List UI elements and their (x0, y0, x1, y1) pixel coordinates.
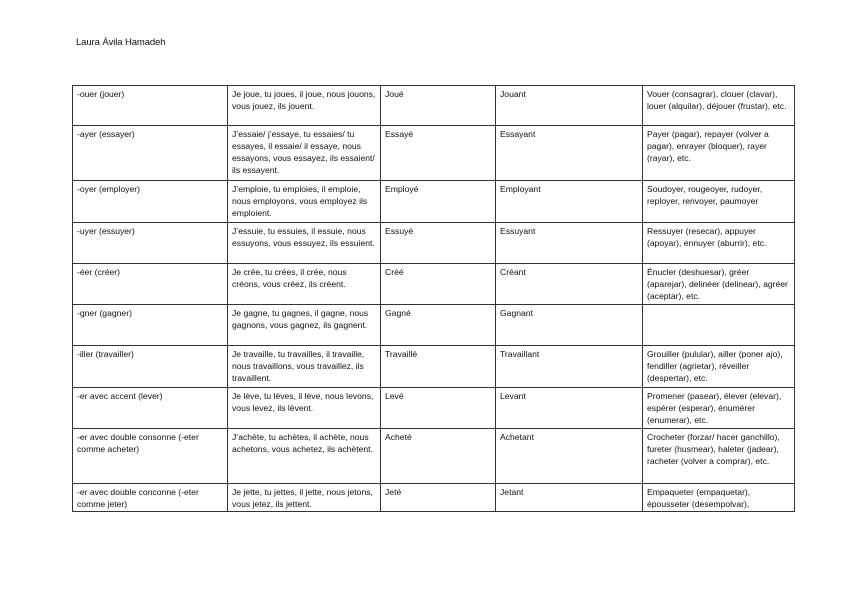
verb-type-cell: -éer (créer) (73, 264, 228, 305)
table-row (73, 223, 795, 264)
present-participle-cell: Essuyant (496, 223, 643, 264)
past-participle-cell: Essayé (381, 126, 496, 181)
conjugation-cell: J’essaie/ j’essaye, tu essaies/ tu essayes, il essaie/ il essaye, nous essayons, vous essayez, ils essaient/ ils essayent. (228, 126, 381, 181)
table-row (73, 346, 795, 388)
verb-type-cell: -er avec accent (lever) (73, 388, 228, 429)
present-participle-cell: Jetant (496, 484, 643, 512)
author-name: Laura Ávila Hamadeh (76, 37, 166, 48)
examples-cell: Énucler (deshuesar), gréer (aparejar), delinéer (delinear), agréer (aceptar), etc. (643, 264, 795, 305)
past-participle-cell: Jeté (381, 484, 496, 512)
conjugation-cell: Je travaille, tu travailles, il travaille, nous travaillons, vous travaillez, ils travaillent. (228, 346, 381, 388)
verb-type-cell: -uyer (essuyer) (73, 223, 228, 264)
table-row (73, 86, 795, 126)
verb-type-cell: -iller (travailler) (73, 346, 228, 388)
table-row (73, 264, 795, 305)
conjugation-cell: J’achète, tu achètes, il achète, nous achetons, vous achetez, ils achètent. (228, 429, 381, 484)
past-participle-cell: Levé (381, 388, 496, 429)
conjugation-cell: Je gagne, tu gagnes, il gagne, nous gagnons, vous gagnez, ils gagnent. (228, 305, 381, 346)
examples-cell: Promener (pasear), élever (elevar), espérer (esperar), énumérer (enumerar), etc. (643, 388, 795, 429)
past-participle-cell: Employé (381, 181, 496, 223)
conjugation-cell: Je jette, tu jettes, il jette, nous jetons, vous jetez, ils jettent. (228, 484, 381, 512)
present-participle-cell: Gagnant (496, 305, 643, 346)
examples-cell: Payer (pagar), repayer (volver a pagar), enrayer (bloquer), rayer (rayar), etc. (643, 126, 795, 181)
verb-type-cell: -gner (gagner) (73, 305, 228, 346)
table-row (73, 429, 795, 484)
past-participle-cell: Joué (381, 86, 496, 126)
table-row (73, 181, 795, 223)
conjugation-cell: Je joue, tu joues, il joue, nous jouons, vous jouez, ils jouent. (228, 86, 381, 126)
present-participle-cell: Travaillant (496, 346, 643, 388)
table-row (73, 388, 795, 429)
table-row (73, 305, 795, 346)
present-participle-cell: Jouant (496, 86, 643, 126)
conjugation-cell: Je crée, tu crées, il crée, nous créons, vous créez, ils créent. (228, 264, 381, 305)
examples-cell: Soudoyer, rougeoyer, rudoyer, reployer, renvoyer, paumoyer (643, 181, 795, 223)
verb-type-cell: -ouer (jouer) (73, 86, 228, 126)
past-participle-cell: Acheté (381, 429, 496, 484)
present-participle-cell: Levant (496, 388, 643, 429)
conjugation-cell: J’emploie, tu emploies, il emploie, nous employons, vous employez ils emploient. (228, 181, 381, 223)
table-row (73, 126, 795, 181)
past-participle-cell: Travaillé (381, 346, 496, 388)
conjugation-cell: Je lève, tu lèves, il lève, nous levons, vous levez, ils lèvent. (228, 388, 381, 429)
examples-cell: Crocheter (forzar/ hacer ganchillo), fureter (husmear), haleter (jadear), racheter (volver a comprar), etc. (643, 429, 795, 484)
examples-cell: Grouiller (pulular), ailler (poner ajo), fendiller (agrietar), réveiller (despertar), etc. (643, 346, 795, 388)
past-participle-cell: Créé (381, 264, 496, 305)
verb-type-cell: -er avec double conconne (-eter comme jeter) (73, 484, 228, 512)
verb-type-cell: -ayer (essayer) (73, 126, 228, 181)
examples-cell: Vouer (consagrar), clouer (clavar), louer (alquilar), déjouer (frustar), etc. (643, 86, 795, 126)
present-participle-cell: Créant (496, 264, 643, 305)
examples-cell: Empaqueter (empaquetar), épousseter (desempolvar), (643, 484, 795, 512)
present-participle-cell: Employant (496, 181, 643, 223)
examples-cell: Ressuyer (resecar), appuyer (apoyar), ennuyer (aburrir), etc. (643, 223, 795, 264)
verb-type-cell: -er avec double consonne (-eter comme acheter) (73, 429, 228, 484)
past-participle-cell: Gagné (381, 305, 496, 346)
present-participle-cell: Achetant (496, 429, 643, 484)
present-participle-cell: Essayant (496, 126, 643, 181)
conjugation-cell: J’essuie, tu essuies, il essuie, nous essuyons, vous essuyez, ils essuient. (228, 223, 381, 264)
examples-cell (643, 305, 795, 346)
conjugation-table (72, 85, 795, 512)
verb-type-cell: -oyer (employer) (73, 181, 228, 223)
table-row (73, 484, 795, 512)
past-participle-cell: Essuyé (381, 223, 496, 264)
